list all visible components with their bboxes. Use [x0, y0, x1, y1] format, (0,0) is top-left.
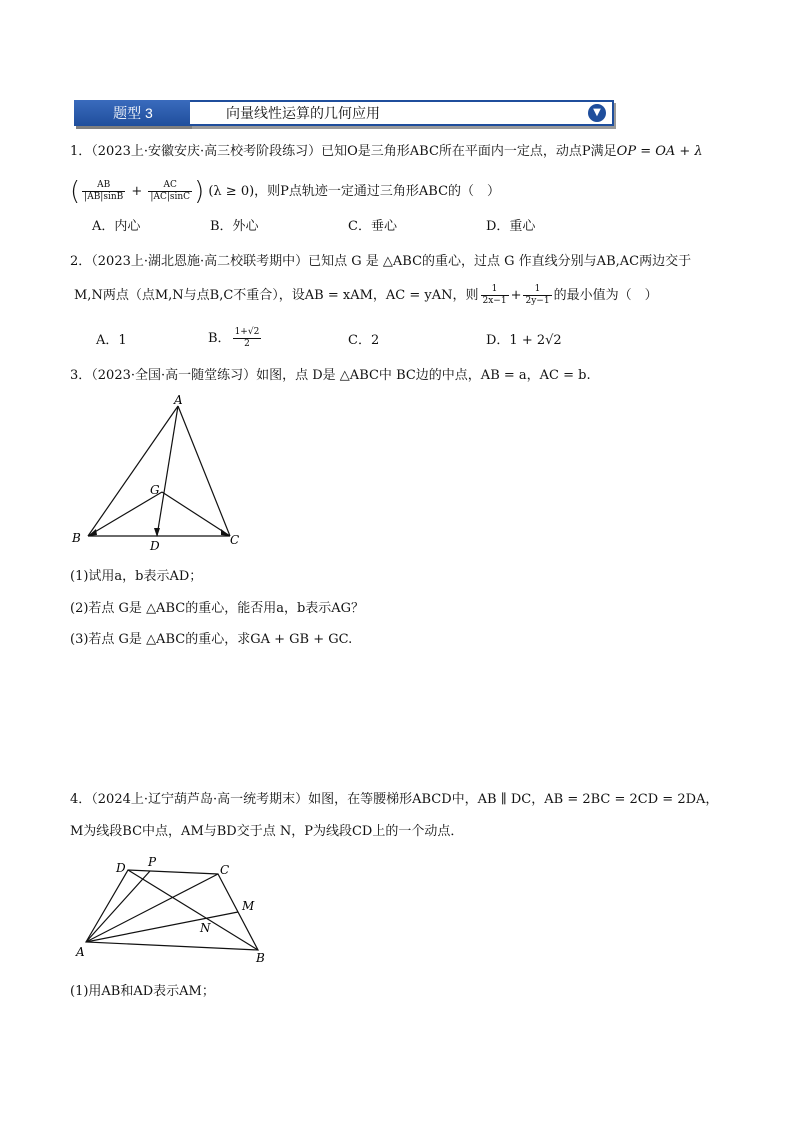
q1-stem: 1．（2023上·安徽安庆·高三校考阶段练习）已知O是三角形ABC所在平面内一定点，动点P满足OP = OA + λ	[70, 144, 703, 159]
q2-option-b[interactable]: B． $\frac{1+√2}{2}$	[208, 327, 260, 349]
q4-label-n: N	[200, 921, 211, 935]
q3-label-b: B	[72, 531, 81, 545]
q4-stem-2: M为线段BC中点，AM与BD交于点 N，P为线段CD上的一个动点．	[70, 824, 464, 839]
q4-trapezoid-figure	[70, 852, 280, 970]
q4-part-1: (1)用AB和AD表示AM；	[70, 984, 215, 999]
q1-fraction-2: $\frac{AC}{|AC|\sin C}$	[150, 180, 191, 202]
q3-part-1: (1)试用a，b表示AD；	[70, 569, 203, 584]
q3-stem: 3．（2023·全国·高一随堂练习）如图，点 D是 △ABC中 BC边的中点，AB = a，AC = b.	[70, 368, 591, 383]
q4-label-c: C	[220, 863, 230, 877]
q3-edge-ac	[178, 406, 230, 536]
q3-segment-gc	[162, 492, 230, 536]
q2-stem-2: M,N两点（点M,N与点B,C不重合），设AB = xAM，AC = yAN，则 $\frac{1}{2x-1}$ + $\frac{1}{2y-1}$ 的最小值为（ ）	[74, 284, 658, 306]
q3-label-c: C	[230, 533, 240, 547]
q2-option-d[interactable]: D．1 + 2√2	[486, 333, 562, 348]
q3-label-g: G	[150, 483, 160, 497]
q4-label-p: P	[148, 855, 157, 869]
q3-segment-gb	[88, 492, 162, 536]
q4-trapezoid-outline	[86, 870, 258, 950]
chevron-down-icon: ▼	[588, 104, 606, 122]
q4-stem: 4．（2024上·辽宁葫芦岛·高一统考期末）如图，在等腰梯形ABCD中，AB ∥ DC，AB = 2BC = 2CD = 2DA，	[70, 792, 719, 807]
q4-label-d: D	[116, 861, 126, 875]
q4-label-a: A	[76, 945, 85, 959]
q3-label-a: A	[174, 393, 183, 407]
q2-option-a[interactable]: A．1	[96, 333, 127, 348]
q1-fraction-1: $\frac{AB}{|AB|\sin B}$	[84, 180, 124, 202]
q3-triangle-figure	[70, 392, 250, 554]
q1-option-c[interactable]: C．垂心	[348, 219, 397, 234]
q3-median-ad	[157, 406, 178, 536]
q2-option-c[interactable]: C．2	[348, 333, 380, 348]
q1-option-d[interactable]: D．重心	[486, 219, 536, 234]
q3-part-2: (2)若点 G是 △ABC的重心，能否用a，b表示AG？	[70, 601, 365, 616]
q1-option-a[interactable]: A．内心	[92, 219, 141, 234]
section-label: 题型 3	[74, 100, 192, 126]
q3-label-d: D	[150, 539, 160, 553]
q1-formula: ( $\frac{AB}{|AB|\sin B}$ + $\frac{AC}{|AC|\sin C}$ ) (λ ≥ 0)，则P点轨迹一定通过三角形ABC的（ ）	[70, 176, 501, 207]
q3-part-3: (3)若点 G是 △ABC的重心，求GA + GB + GC.	[70, 632, 353, 647]
q2-stem: 2．（2023上·湖北恩施·高二校联考期中）已知点 G 是 △ABC的重心，过点 G 作直线分别与AB,AC两边交于	[70, 254, 692, 269]
q4-label-m: M	[242, 899, 255, 913]
section-title: 向量线性运算的几何应用	[190, 100, 614, 126]
q1-option-b[interactable]: B．外心	[210, 219, 259, 234]
q4-label-b: B	[256, 951, 265, 965]
q3-edge-ab	[88, 406, 178, 536]
